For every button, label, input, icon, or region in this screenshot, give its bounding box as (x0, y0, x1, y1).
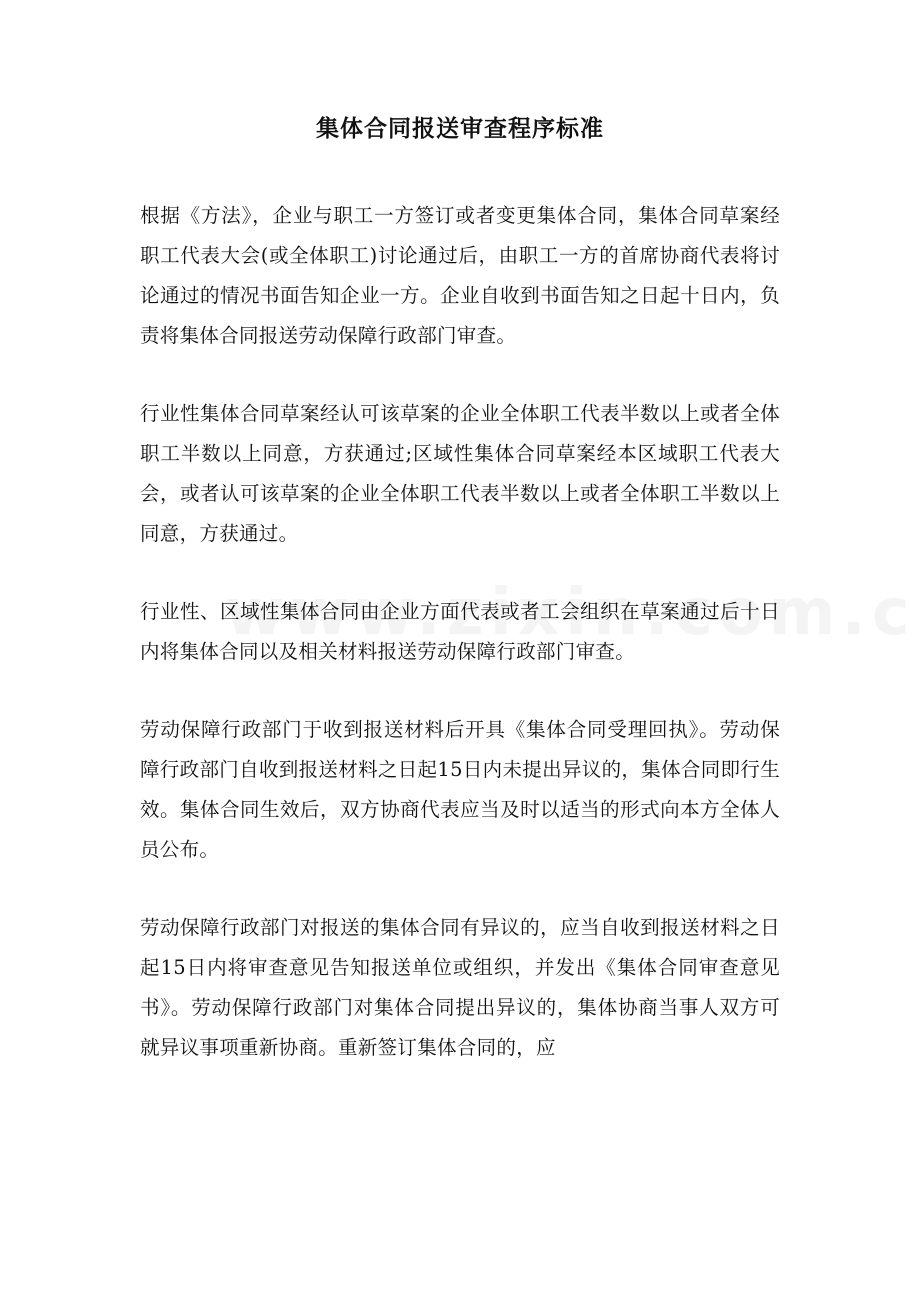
paragraph-3: 行业性、区域性集体合同由企业方面代表或者工会组织在草案通过后十日内将集体合同以及相关材料报送劳动保障行政部门审查。 (140, 600, 780, 663)
paragraph-1: 根据《方法》，企业与职工一方签订或者变更集体合同，集体合同草案经职工代表大会(或全体职工)讨论通过后，由职工一方的首席协商代表将讨论通过的情况书面告知企业一方。企业自收到书面告知之日起十日内，负责将集体合同报送劳动保障行政部门审查。 (140, 204, 780, 347)
paragraph-5: 劳动保障行政部门对报送的集体合同有异议的，应当自收到报送材料之日起15日内将审查意见告知报送单位或组织，并发出《集体合同审查意见书》。劳动保障行政部门对集体合同提出异议的，集体协商当事人双方可就异议事项重新协商。重新签订集体合同的，应 (140, 916, 780, 1059)
document-title: 集体合同报送审查程序标准 (316, 116, 604, 142)
paragraph-4: 劳动保障行政部门于收到报送材料后开具《集体合同受理回执》。劳动保障行政部门自收到报送材料之日起15日内未提出异议的，集体合同即行生效。集体合同生效后，双方协商代表应当及时以适当的形式向本方全体人员公布。 (140, 718, 780, 861)
paragraph-2: 行业性集体合同草案经认可该草案的企业全体职工代表半数以上或者全体职工半数以上同意，方获通过;区域性集体合同草案经本区域职工代表大会，或者认可该草案的企业全体职工代表半数以上或者全体职工半数以上同意，方获通过。 (140, 402, 780, 545)
document-body (140, 196, 780, 1106)
